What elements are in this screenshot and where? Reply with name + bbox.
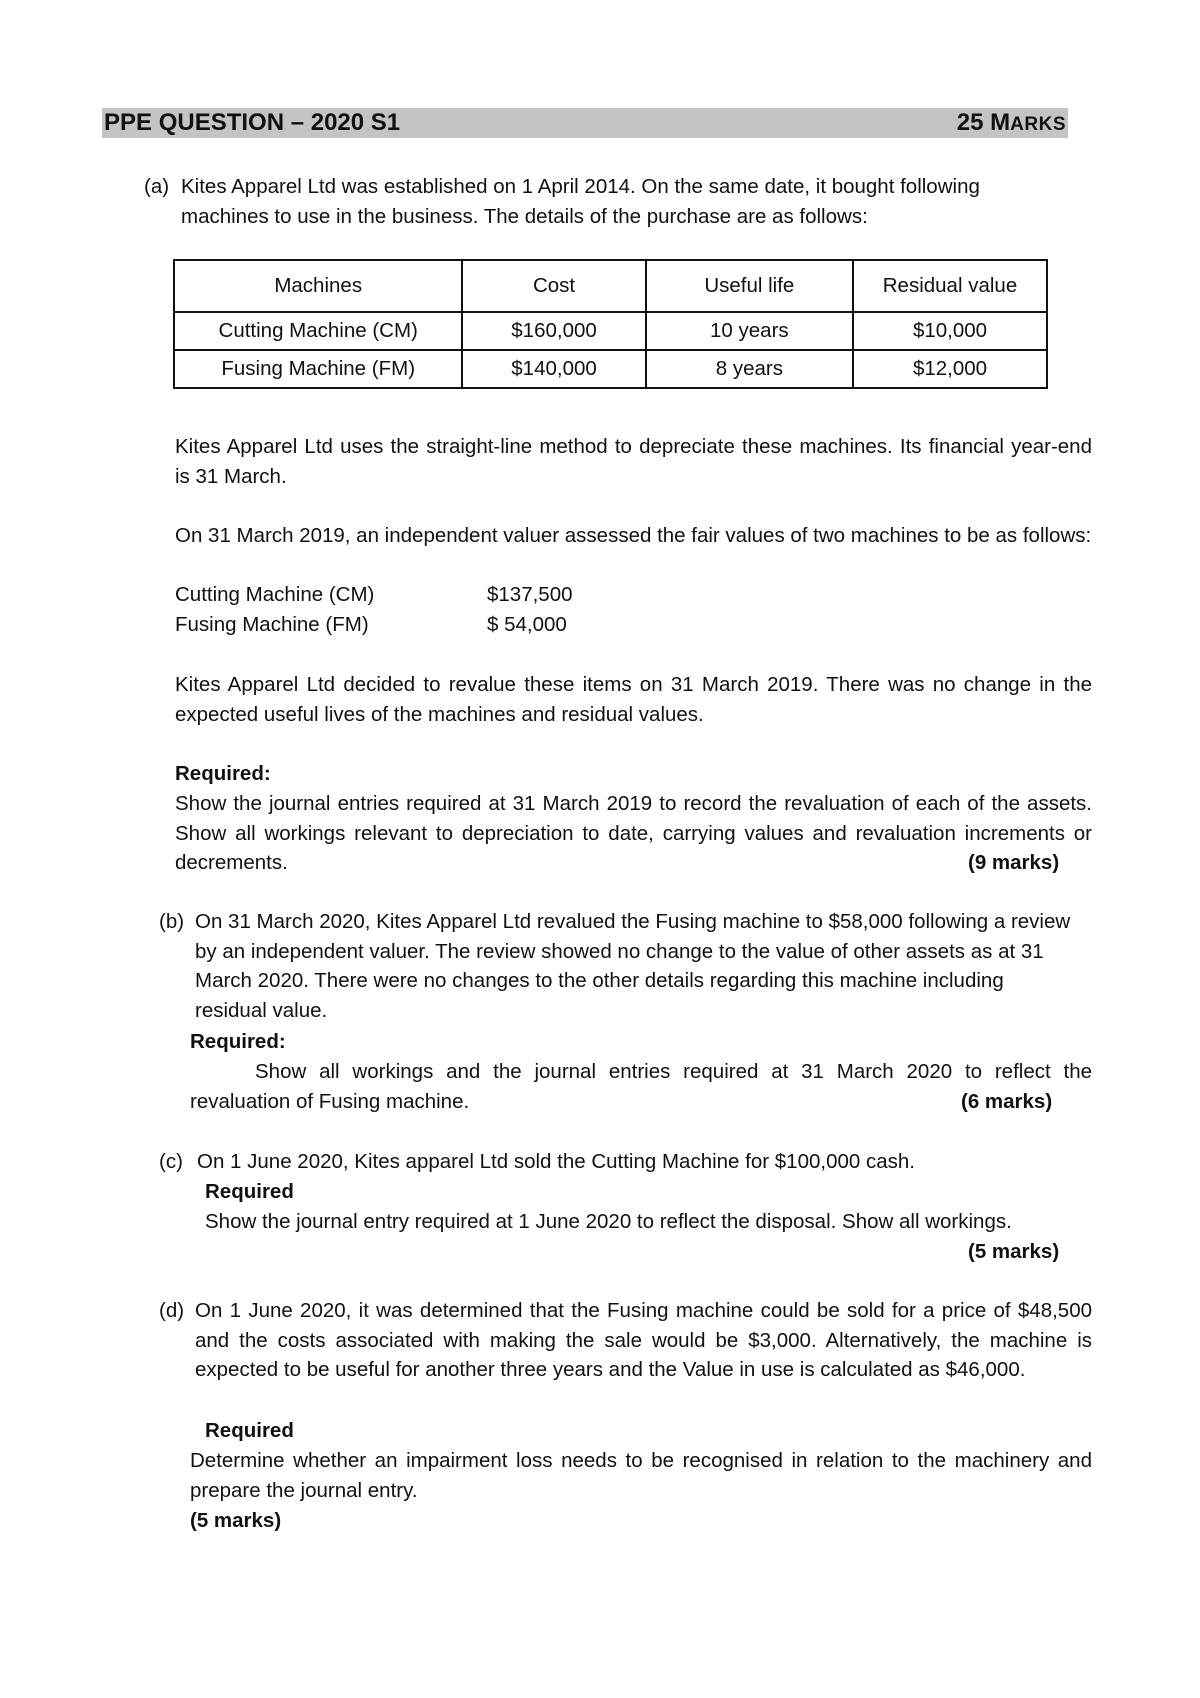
table-header-cell: Machines <box>174 260 462 312</box>
table-cell: Fusing Machine (FM) <box>174 350 462 388</box>
table-row <box>174 312 1047 350</box>
part-c-required-text: Show the journal entry required at 1 June 2020 to reflect the disposal. Show all workings. <box>205 1210 1012 1233</box>
revaluation-decision-text: Kites Apparel Ltd decided to revalue these items on 31 March 2019. There was no change in the expected useful lives of the machines and residual values. <box>175 673 1092 726</box>
part-b-marks: (6 marks) <box>961 1090 1053 1113</box>
part-c-text: On 1 June 2020, Kites apparel Ltd sold the Cutting Machine for $100,000 cash. <box>197 1150 915 1173</box>
part-a-required-label: Required: <box>175 762 271 785</box>
table-cell: 8 years <box>646 350 853 388</box>
table-header-cell: Cost <box>462 260 645 312</box>
valuer-text: On 31 March 2019, an independent valuer assessed the fair values of two machines to be as follows: <box>175 524 1092 547</box>
fair-value-row: Cutting Machine (CM) $137,500 <box>175 583 573 606</box>
table-cell: Cutting Machine (CM) <box>174 312 462 350</box>
part-b-label: (b) <box>159 910 185 933</box>
table-header-cell: Residual value <box>853 260 1047 312</box>
part-d-label: (d) <box>159 1299 185 1322</box>
table-header-cell: Useful life <box>646 260 853 312</box>
part-a-marks: (9 marks) <box>968 851 1060 874</box>
table-cell: $160,000 <box>462 312 645 350</box>
table-header-row <box>174 260 1047 312</box>
part-a-required-text: Show the journal entries required at 31 March 2019 to record the revaluation of each of the assets. Show all workings relevant to depreciation to date, carrying values and revaluation increments or decrements. <box>175 792 1092 874</box>
part-c-required-label: Required <box>205 1180 294 1203</box>
table-cell: $10,000 <box>853 312 1047 350</box>
table-cell: 10 years <box>646 312 853 350</box>
table-cell: $12,000 <box>853 350 1047 388</box>
part-d-marks: (5 marks) <box>190 1509 282 1532</box>
table-row <box>174 350 1047 388</box>
total-marks: 25 MARKS <box>956 109 1066 136</box>
page-title: PPE QUESTION – 2020 S1 <box>104 109 401 136</box>
depreciation-method-text: Kites Apparel Ltd uses the straight-line method to depreciate these machines. Its financial year-end is 31 March. <box>175 435 1092 488</box>
part-a-label: (a) <box>144 175 170 198</box>
part-b-text: On 31 March 2020, Kites Apparel Ltd revalued the Fusing machine to $58,000 following a review by an independent valuer. The review showed no change to the value of other assets as at 31 March 2020. There were no changes to the other details regarding this machine including residual value. <box>195 910 1071 1022</box>
part-c-label: (c) <box>159 1150 183 1173</box>
machines-table <box>173 259 1048 389</box>
part-d-text: On 1 June 2020, it was determined that the Fusing machine could be sold for a price of $48,500 and the costs associated with making the sale would be $3,000. Alternatively, the machine is expected to be useful for another three years and the Value in use is calculated as $46,000. <box>195 1299 1092 1381</box>
part-c-marks: (5 marks) <box>968 1240 1060 1263</box>
part-b-required-text: Show all workings and the journal entries required at 31 March 2020 to reflect the revaluation of Fusing machine. <box>190 1060 1092 1113</box>
part-b-required-label: Required: <box>190 1030 286 1053</box>
fair-value-row: Fusing Machine (FM) $ 54,000 <box>175 613 567 636</box>
part-d-required-label: Required <box>205 1419 294 1442</box>
part-a-intro: Kites Apparel Ltd was established on 1 April 2014. On the same date, it bought following machines to use in the business. The details of the purchase are as follows: <box>181 175 980 228</box>
page-title-bar <box>102 108 1068 138</box>
part-d-required-text: Determine whether an impairment loss needs to be recognised in relation to the machinery and prepare the journal entry. <box>190 1449 1092 1502</box>
table-cell: $140,000 <box>462 350 645 388</box>
